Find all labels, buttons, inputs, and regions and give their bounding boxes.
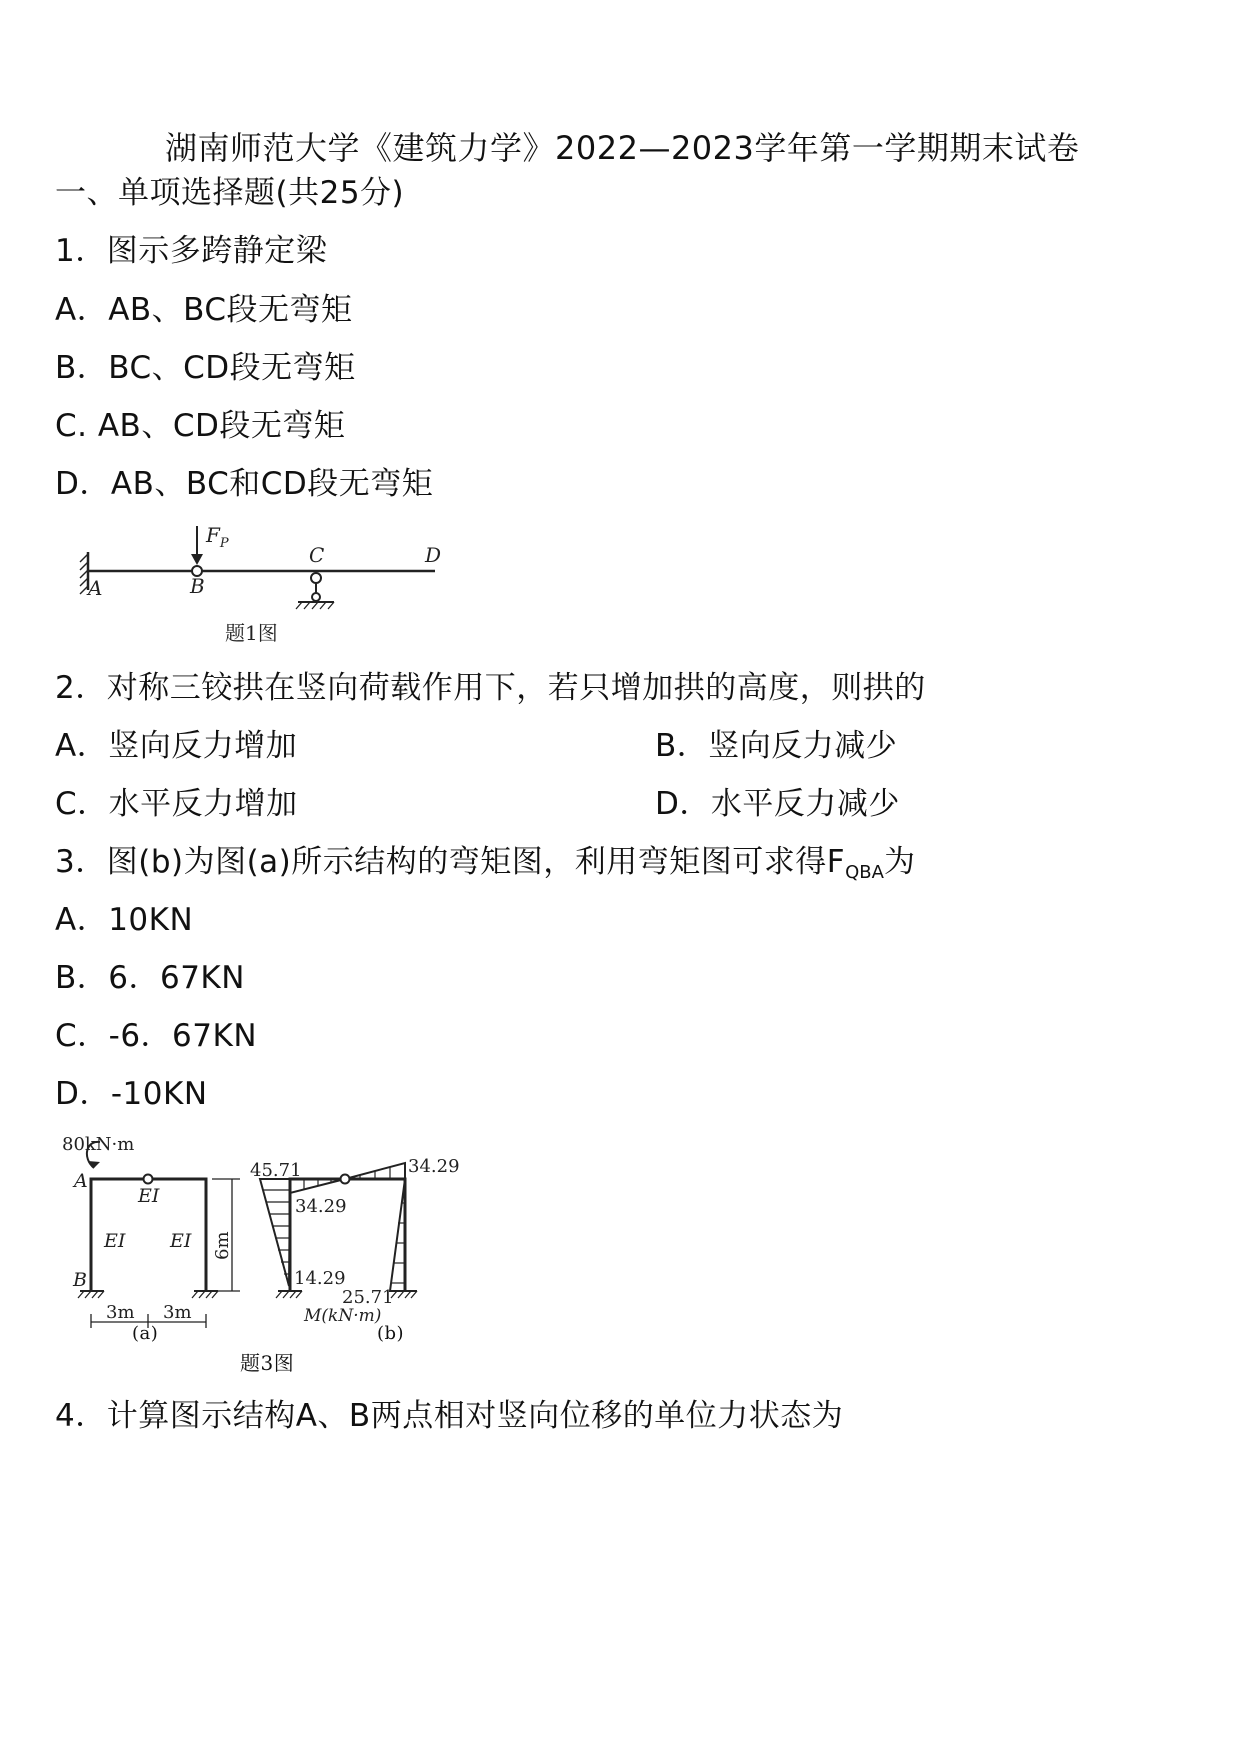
right-column-ei-label: EI xyxy=(170,1230,192,1252)
frame-a-point-b: B xyxy=(73,1269,87,1291)
figure-b-sublabel: (b) xyxy=(377,1323,405,1344)
span-left-label: 3m xyxy=(106,1302,135,1323)
moment-value-1: 45.71 xyxy=(250,1160,302,1181)
question-2-option-d: D．水平反力减少 xyxy=(655,786,900,822)
moment-value-2: 34.29 xyxy=(408,1156,460,1177)
point-b-label: B xyxy=(190,574,205,598)
question-3-option-d: D．-10KN xyxy=(55,1076,208,1112)
question-1-option-a: A．AB、BC段无弯矩 xyxy=(55,292,353,328)
beam-ei-label: EI xyxy=(138,1185,160,1207)
question-3-stem: 3．图(b)为图(a)所示结构的弯矩图，利用弯矩图可求得$F_{QBA}$为 xyxy=(55,844,916,883)
question-1-stem: 1．图示多跨静定梁 xyxy=(55,233,328,269)
section-heading: 一、单项选择题(共25分) xyxy=(55,175,405,211)
question-2-stem: 2．对称三铰拱在竖向荷载作用下，若只增加拱的高度，则拱的 xyxy=(55,670,926,706)
question-2-option-b: B．竖向反力减少 xyxy=(655,728,898,764)
moment-value-3: 34.29 xyxy=(295,1196,347,1217)
question-3-option-a: A．10KN xyxy=(55,902,194,938)
figure-a-sublabel: (a) xyxy=(132,1323,159,1344)
point-c-label: C xyxy=(309,543,325,567)
frame-a-hinge xyxy=(144,1175,153,1184)
load-label: $F_P$ xyxy=(206,523,229,551)
question-2-option-c: C．水平反力增加 xyxy=(55,786,298,822)
figure-1-caption: 题1图 xyxy=(225,621,278,645)
question-1-option-b: B．BC、CD段无弯矩 xyxy=(55,350,356,386)
question-3-option-c: C．-6．67KN xyxy=(55,1018,258,1054)
question-1-option-c: C. AB、CD段无弯矩 xyxy=(55,408,346,444)
left-column-ei-label: EI xyxy=(104,1230,126,1252)
frame-a-base-hatch xyxy=(78,1291,218,1298)
support-c-roller xyxy=(312,593,320,601)
height-label: 6m xyxy=(212,1231,233,1260)
page-title: 湖南师范大学《建筑力学》2022—2023学年第一学期期末试卷 xyxy=(165,129,1080,167)
question-3-option-b: B．6．67KN xyxy=(55,960,245,996)
point-d-label: D xyxy=(425,543,442,567)
span-right-label: 3m xyxy=(163,1302,192,1323)
question-4-stem: 4．计算图示结构A、B两点相对竖向位移的单位力状态为 xyxy=(55,1398,844,1434)
question-3-figure xyxy=(60,1128,540,1328)
support-c-hatch xyxy=(296,602,334,609)
applied-moment-label: 80kN·m xyxy=(62,1134,135,1155)
question-1-figure xyxy=(60,518,520,653)
moment-value-4: 14.29 xyxy=(294,1268,346,1289)
figure-3-caption: 题3图 xyxy=(240,1351,295,1375)
support-c-pin xyxy=(311,573,321,583)
moment-unit-label: M(kN·m) xyxy=(304,1306,382,1326)
load-arrow-head xyxy=(191,554,203,565)
question-2-option-a: A．竖向反力增加 xyxy=(55,728,298,764)
question-1-option-d: D．AB、BC和CD段无弯矩 xyxy=(55,466,434,502)
frame-b-hinge xyxy=(341,1175,350,1184)
frame-a-point-a: A xyxy=(74,1170,88,1192)
point-a-label: A xyxy=(88,576,103,600)
moment-value-5: 25.71 xyxy=(342,1287,394,1308)
